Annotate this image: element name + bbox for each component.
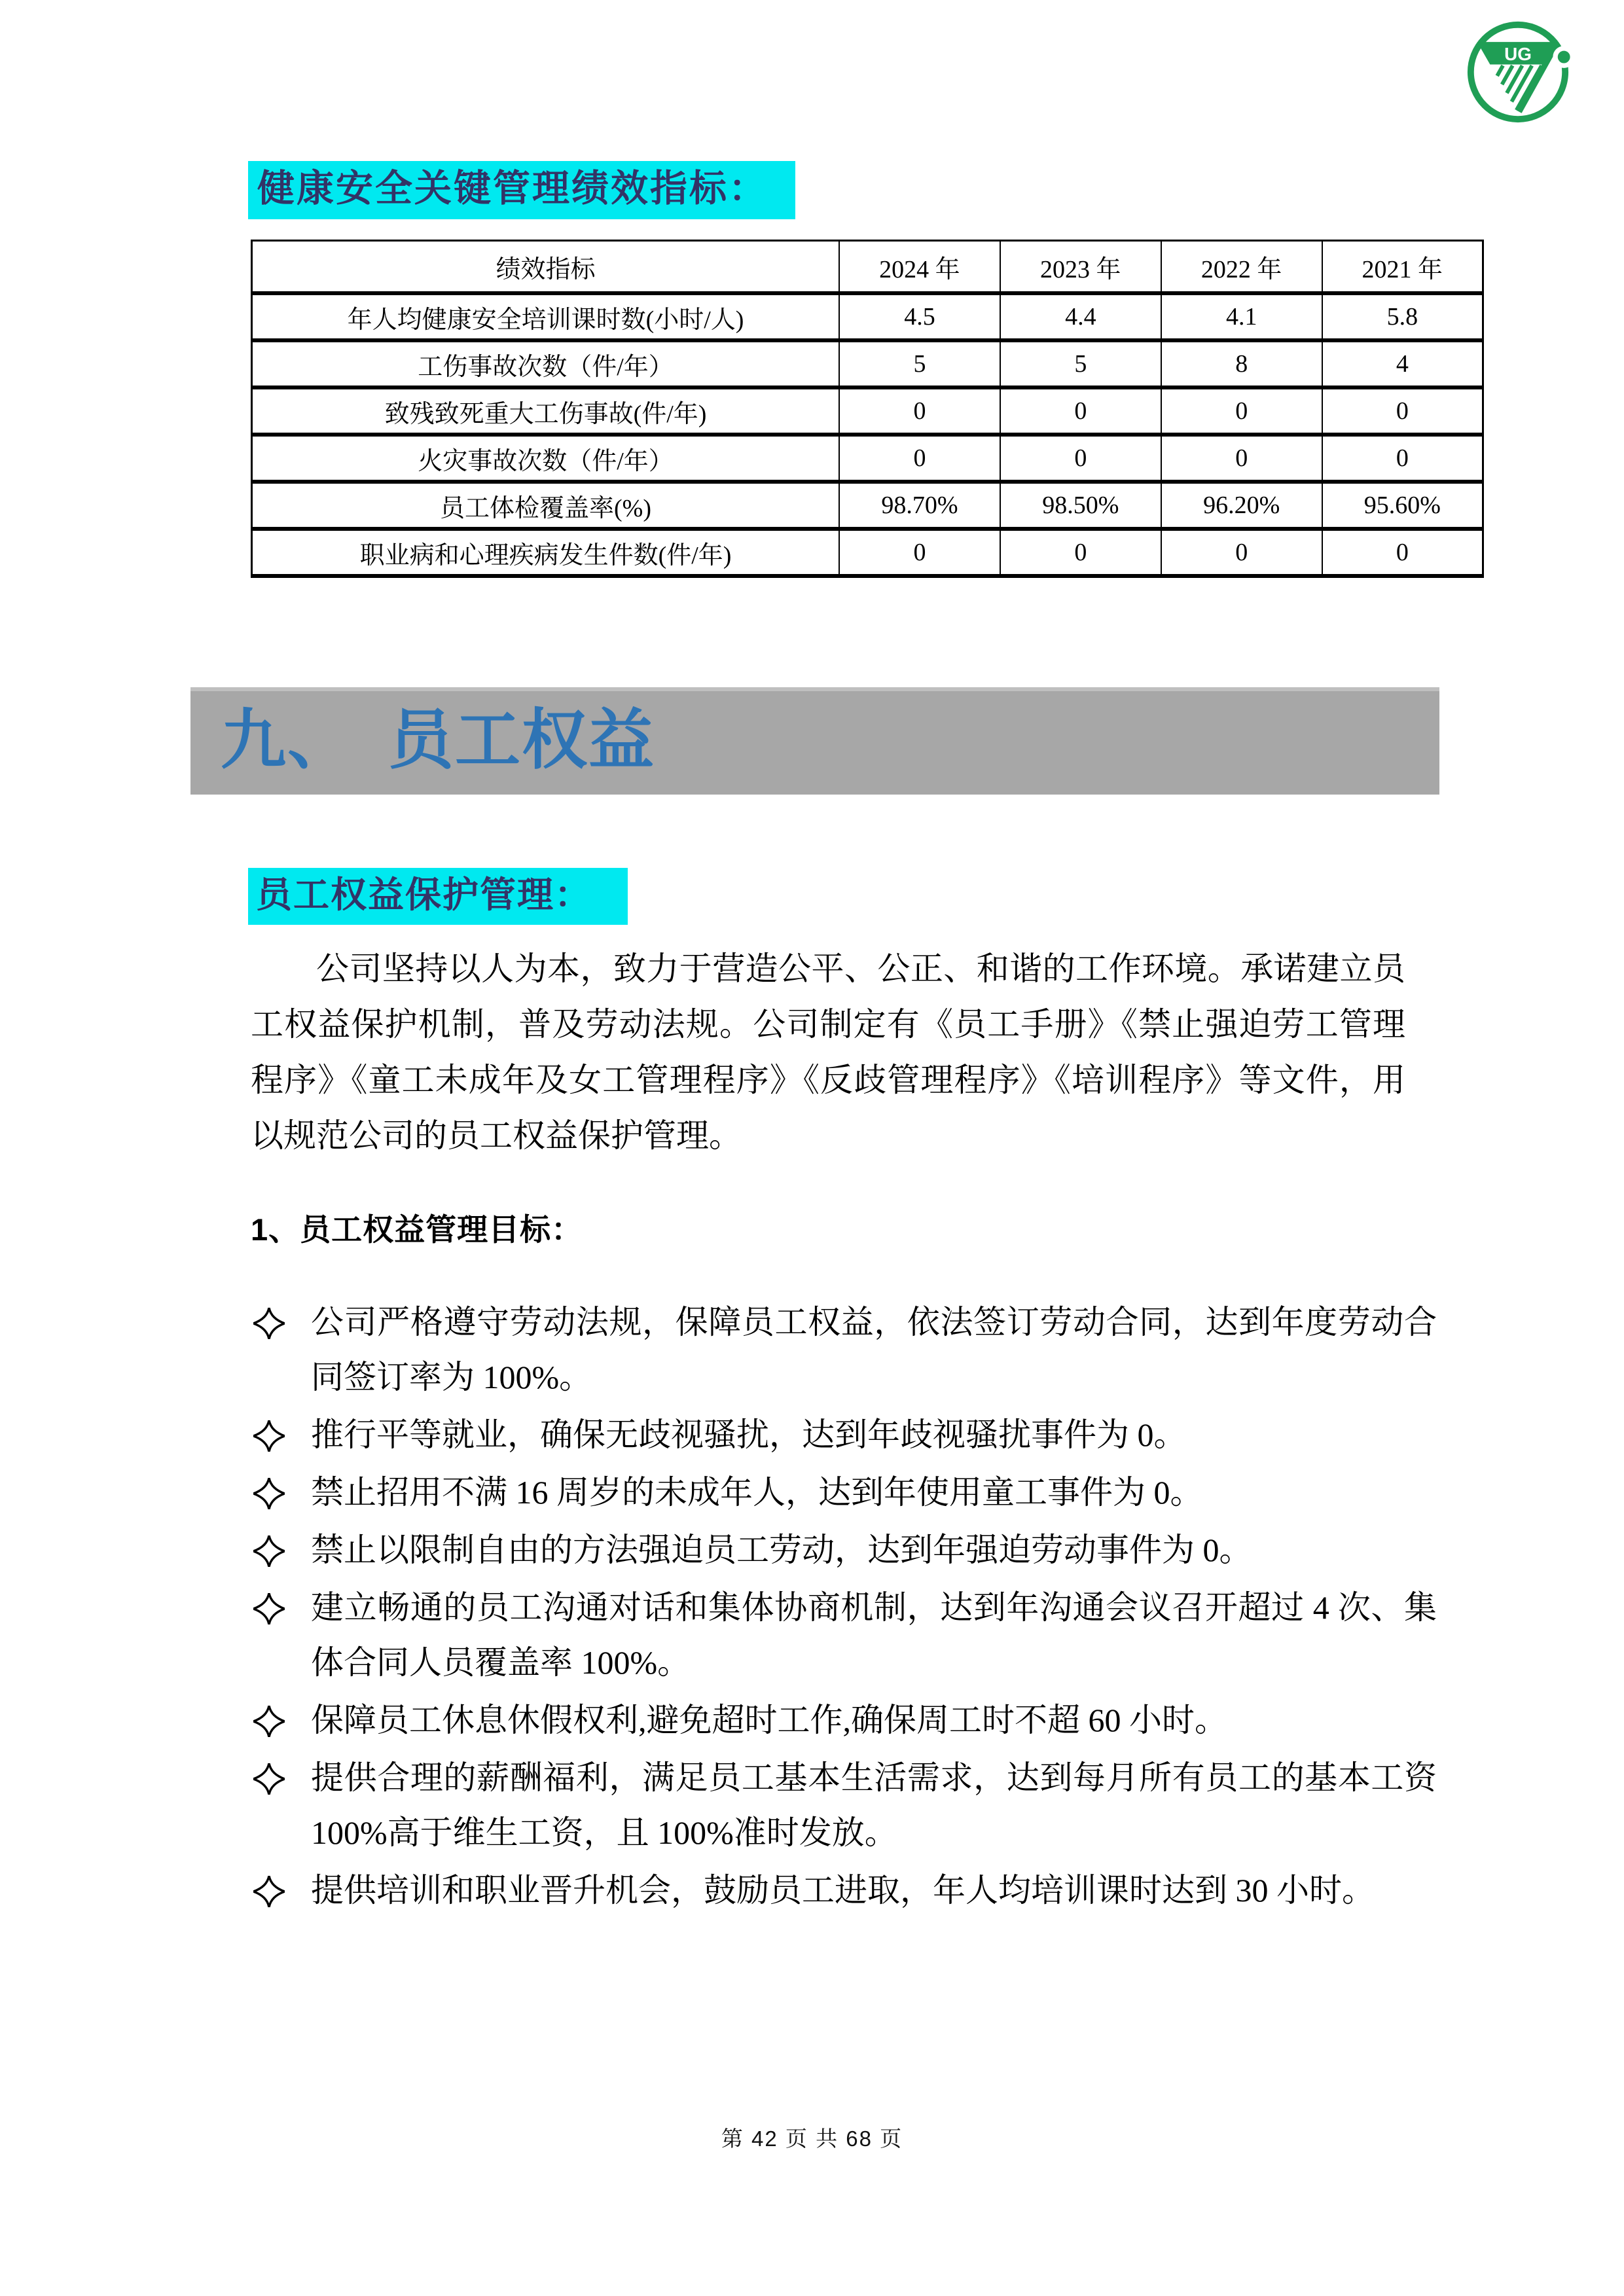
table-row: [252, 340, 1483, 387]
company-logo-icon: [1464, 18, 1572, 126]
diamond-bullet-icon: [253, 1593, 285, 1624]
value-cell: 0: [839, 529, 1000, 576]
indicator-label-cell: 员工体检覆盖率(%): [252, 482, 840, 529]
indicator-label-cell: 工伤事故次数（件/年）: [252, 340, 840, 387]
kpi-table-body: [252, 293, 1483, 576]
indicator-label-cell: 火灾事故次数（件/年）: [252, 435, 840, 482]
goal-item: [251, 1465, 1437, 1520]
goal-item: [251, 1580, 1437, 1690]
value-cell: 96.20%: [1161, 482, 1322, 529]
goal-item: [251, 1522, 1437, 1577]
goal-text: 推行平等就业，确保无歧视骚扰，达到年歧视骚扰事件为 0。: [311, 1416, 1187, 1453]
value-cell: 0: [1000, 529, 1161, 576]
table-row: [252, 293, 1483, 340]
value-cell: 0: [1161, 435, 1322, 482]
chapter-title: 九、 员工权益: [221, 704, 655, 777]
goal-item: [251, 1863, 1437, 1918]
table-row: [252, 529, 1483, 576]
value-cell: 0: [1322, 435, 1483, 482]
value-cell: 0: [839, 435, 1000, 482]
value-cell: 4.5: [839, 293, 1000, 340]
year-column-header: 2021 年: [1322, 241, 1483, 294]
table-row: [252, 482, 1483, 529]
kpi-table: [251, 240, 1484, 578]
value-cell: 5: [839, 340, 1000, 387]
goal-item: [251, 1407, 1437, 1462]
value-cell: 0: [1322, 529, 1483, 576]
value-cell: 5.8: [1322, 293, 1483, 340]
table-header-row: [252, 241, 1483, 294]
value-cell: 98.70%: [839, 482, 1000, 529]
table-row: [252, 435, 1483, 482]
diamond-bullet-icon: [253, 1706, 285, 1737]
value-cell: 8: [1161, 340, 1322, 387]
value-cell: 0: [839, 387, 1000, 435]
diamond-bullet-icon: [253, 1478, 285, 1509]
year-column-header: 2023 年: [1000, 241, 1161, 294]
logo-text: UG: [1504, 43, 1532, 64]
value-cell: 0: [1000, 387, 1161, 435]
value-cell: 0: [1161, 529, 1322, 576]
goal-item: [251, 1693, 1437, 1748]
value-cell: 98.50%: [1000, 482, 1161, 529]
goal-text: 建立畅通的员工沟通对话和集体协商机制，达到年沟通会议召开超过 4 次、集体合同人员覆盖率 100%。: [311, 1589, 1437, 1681]
goal-item: [251, 1295, 1437, 1405]
page-footer: 第 42 页 共 68 页: [721, 2126, 903, 2151]
diamond-bullet-icon: [253, 1763, 285, 1795]
goal-text: 保障员工休息休假权利,避免超时工作,确保周工时不超 60 小时。: [311, 1702, 1227, 1738]
chapter-banner: [190, 687, 1439, 795]
kpi-table-head: [252, 241, 1483, 294]
diamond-bullet-icon: [253, 1420, 285, 1452]
value-cell: 4.1: [1161, 293, 1322, 340]
table-row: [252, 387, 1483, 435]
value-cell: 0: [1322, 387, 1483, 435]
goal-text: 公司严格遵守劳动法规，保障员工权益，依法签订劳动合同，达到年度劳动合同签订率为 100%。: [311, 1304, 1437, 1395]
goals-list: [251, 1295, 1437, 1920]
employee-rights-paragraph: 公司坚持以人为本，致力于营造公平、公正、和谐的工作环境。承诺建立员工权益保护机制，普及劳动法规。公司制定有《员工手册》《禁止强迫劳工管理程序》《童工未成年及女工管理程序》《反歧管理程序》《培训程序》等文件，用以规范公司的员工权益保护管理。: [251, 950, 1405, 1154]
goal-text: 禁止招用不满 16 周岁的未成年人，达到年使用童工事件为 0。: [311, 1474, 1203, 1511]
diamond-bullet-icon: [253, 1535, 285, 1567]
value-cell: 4: [1322, 340, 1483, 387]
value-cell: 0: [1000, 435, 1161, 482]
value-cell: 4.4: [1000, 293, 1161, 340]
indicator-column-header: 绩效指标: [252, 241, 840, 294]
value-cell: 0: [1161, 387, 1322, 435]
goal-item: [251, 1750, 1437, 1860]
indicator-label-cell: 致残致死重大工伤事故(件/年): [252, 387, 840, 435]
goal-text: 禁止以限制自由的方法强迫员工劳动，达到年强迫劳动事件为 0。: [311, 1532, 1252, 1568]
goals-heading: 1、员工权益管理目标：: [251, 1212, 583, 1247]
diamond-bullet-icon: [253, 1308, 285, 1339]
goal-text: 提供合理的薪酬福利，满足员工基本生活需求，达到每月所有员工的基本工资 100%高于维生工资，且 100%准时发放。: [311, 1759, 1437, 1851]
employee-rights-heading: 员工权益保护管理：: [248, 868, 628, 925]
indicator-label-cell: 职业病和心理疾病发生件数(件/年): [252, 529, 840, 576]
value-cell: 95.60%: [1322, 482, 1483, 529]
indicator-label-cell: 年人均健康安全培训课时数(小时/人): [252, 293, 840, 340]
year-column-header: 2024 年: [839, 241, 1000, 294]
goal-text: 提供培训和职业晋升机会，鼓励员工进取，年人均培训课时达到 30 小时。: [311, 1872, 1375, 1909]
value-cell: 5: [1000, 340, 1161, 387]
health-safety-kpi-heading: 健康安全关键管理绩效指标：: [248, 161, 795, 219]
year-column-header: 2022 年: [1161, 241, 1322, 294]
diamond-bullet-icon: [253, 1876, 285, 1907]
